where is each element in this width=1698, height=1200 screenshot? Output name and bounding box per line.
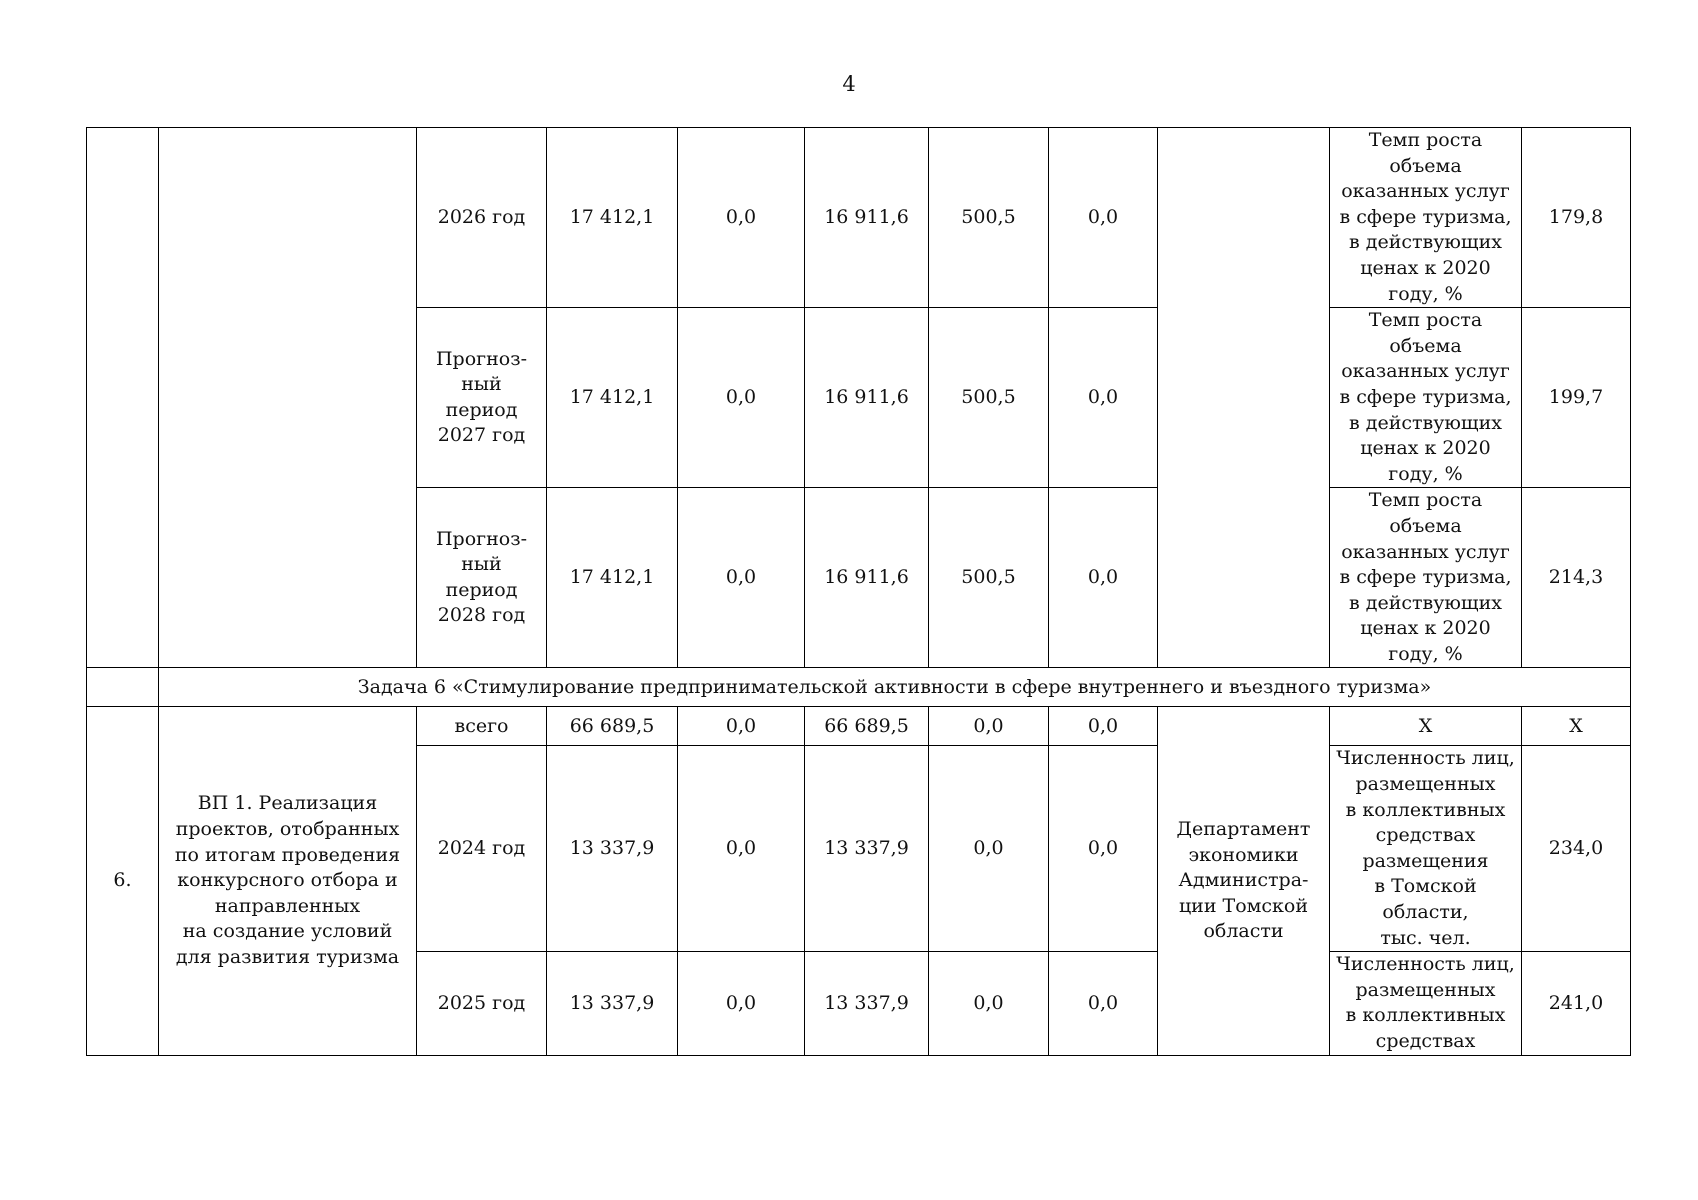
indicator-value-cell: Х <box>1522 707 1631 746</box>
indicator-cell: Численность лиц, размещенных в коллективных средствах <box>1330 952 1522 1055</box>
indicator-value-cell: 199,7 <box>1522 308 1631 488</box>
budget-table <box>86 127 1631 1056</box>
task-number-cell-empty <box>87 668 159 707</box>
funding-cell: 0,0 <box>678 746 805 952</box>
funding-cell: 0,0 <box>1049 707 1158 746</box>
funding-cell: 0,0 <box>929 952 1049 1055</box>
funding-cell: 0,0 <box>1049 488 1158 668</box>
table-row <box>87 128 1631 308</box>
indicator-cell: Темп роста объема оказанных услуг в сфере туризма, в действующих ценах к 2020 году, % <box>1330 308 1522 488</box>
funding-cell: 0,0 <box>678 308 805 488</box>
funding-cell: 500,5 <box>929 308 1049 488</box>
funding-cell: 0,0 <box>678 128 805 308</box>
funding-cell: 0,0 <box>678 707 805 746</box>
indicator-cell: Х <box>1330 707 1522 746</box>
funding-cell: 500,5 <box>929 488 1049 668</box>
funding-cell: 16 911,6 <box>805 308 929 488</box>
funding-cell: 0,0 <box>1049 128 1158 308</box>
item-name: ВП 1. Реализация проектов, отобранных по итогам проведения конкурсного отбора и направленных на создание условий для развития туризма <box>159 707 417 1055</box>
funding-cell: 0,0 <box>929 707 1049 746</box>
total-cell: 66 689,5 <box>547 707 678 746</box>
task-row <box>87 668 1631 707</box>
period-cell: 2024 год <box>417 746 547 952</box>
funding-cell: 13 337,9 <box>805 746 929 952</box>
task-title: Задача 6 «Стимулирование предпринимательской активности в сфере внутреннего и въездного туризма» <box>159 668 1631 707</box>
funding-cell: 0,0 <box>678 952 805 1055</box>
total-cell: 13 337,9 <box>547 746 678 952</box>
funding-cell: 0,0 <box>1049 952 1158 1055</box>
indicator-value-cell: 214,3 <box>1522 488 1631 668</box>
indicator-cell: Темп роста объема оказанных услуг в сфере туризма, в действующих ценах к 2020 году, % <box>1330 128 1522 308</box>
total-cell: 17 412,1 <box>547 128 678 308</box>
number-cell-empty <box>87 128 159 668</box>
executor-cell: Департамент экономики Администра- ции Томской области <box>1158 707 1330 1055</box>
period-cell: Прогноз- ный период 2027 год <box>417 308 547 488</box>
indicator-cell: Темп роста объема оказанных услуг в сфере туризма, в действующих ценах к 2020 году, % <box>1330 488 1522 668</box>
table-row <box>87 707 1631 746</box>
funding-cell: 16 911,6 <box>805 488 929 668</box>
indicator-value-cell: 234,0 <box>1522 746 1631 952</box>
period-cell: Прогноз- ный период 2028 год <box>417 488 547 668</box>
period-cell: всего <box>417 707 547 746</box>
name-cell-empty <box>159 128 417 668</box>
period-cell: 2025 год <box>417 952 547 1055</box>
funding-cell: 0,0 <box>1049 746 1158 952</box>
indicator-cell: Численность лиц, размещенных в коллективных средствах размещения в Томской области, тыс. чел. <box>1330 746 1522 952</box>
period-cell: 2026 год <box>417 128 547 308</box>
indicator-value-cell: 241,0 <box>1522 952 1631 1055</box>
funding-cell: 0,0 <box>678 488 805 668</box>
funding-cell: 0,0 <box>1049 308 1158 488</box>
item-number: 6. <box>87 707 159 1055</box>
indicator-value-cell: 179,8 <box>1522 128 1631 308</box>
funding-cell: 0,0 <box>929 746 1049 952</box>
executor-cell-empty <box>1158 128 1330 668</box>
total-cell: 13 337,9 <box>547 952 678 1055</box>
total-cell: 17 412,1 <box>547 308 678 488</box>
funding-cell: 16 911,6 <box>805 128 929 308</box>
funding-cell: 500,5 <box>929 128 1049 308</box>
funding-cell: 13 337,9 <box>805 952 929 1055</box>
funding-cell: 66 689,5 <box>805 707 929 746</box>
page-number: 4 <box>842 72 856 96</box>
total-cell: 17 412,1 <box>547 488 678 668</box>
